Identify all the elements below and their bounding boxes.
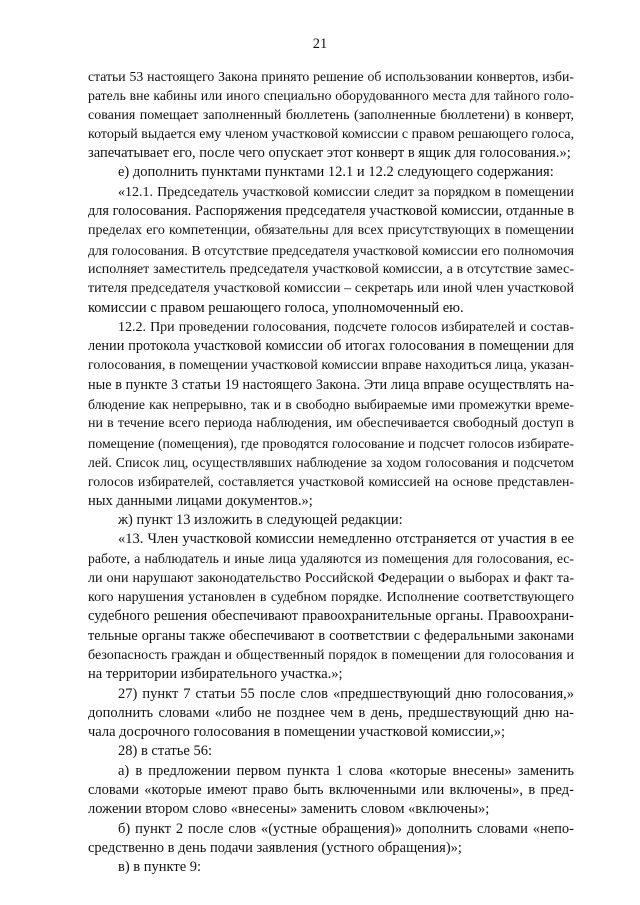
text-line: 27) пункт 7 статьи 55 после слов «предшествующий дню голосования,» <box>118 685 574 702</box>
text-line: ложении втором слово «внесены» заменить словом «включены»; <box>88 801 490 818</box>
text-line: дополнить словами «либо не позднее чем в день, предшествующий дню на- <box>88 704 574 721</box>
text-line: в) в пункте 9: <box>118 859 202 876</box>
text-line: е) дополнить пунктами пунктами 12.1 и 12.2 следующего содержания: <box>118 164 554 181</box>
text-line: пределах его компетенции, обязательны для всех присутствующих в помещении <box>88 223 574 239</box>
document-body <box>88 67 574 877</box>
text-line: сования помещает заполненный бюллетень (заполненные бюллетени) в конверт, <box>88 107 574 123</box>
text-line: ж) пункт 13 изложить в следующей редакции: <box>118 511 403 528</box>
text-line: судебного решения обеспечивают правоохранительные органы. Правоохрани- <box>88 608 574 625</box>
text-line: ли они нарушают законодательство Российской Федерации о выборах и факт та- <box>88 570 574 586</box>
text-line: ные в пункте 3 статьи 19 настоящего Закона. Эти лица вправе осуществлять на- <box>88 376 574 393</box>
text-line: «13. Член участковой комиссии немедленно отстраняется от участия в ее <box>118 531 574 548</box>
text-line: лении протокола участковой комиссии об итогах голосования в помещении для <box>88 338 574 355</box>
text-line: помещение (помещения), где проводятся голосование и подсчет голосов избирате- <box>88 435 574 451</box>
text-line: блюдение как непрерывно, так и в свободно выбираемые ими промежутки време- <box>88 397 574 413</box>
text-line: ных данными лицами документов.»; <box>88 492 313 509</box>
text-line: лей. Список лиц, осуществлявших наблюдение за ходом голосования и подсчетом <box>88 454 574 470</box>
text-line: словами «которые имеют право быть включенными или включены», в пред- <box>88 781 574 798</box>
text-line: исполняет заместитель председателя участковой комиссии, а в отсутствие замес- <box>88 261 574 277</box>
text-line: который выдается ему членом участковой комиссии с правом решающего голоса, <box>88 126 575 142</box>
text-line: а) в предложении первом пункта 1 слова «которые внесены» заменить <box>118 762 574 779</box>
text-line: «12.1. Председатель участковой комиссии следит за порядком в помещении <box>118 184 574 200</box>
text-line: комиссии с правом решающего голоса, уполномоченный ею. <box>88 299 464 316</box>
text-line: голосования, в помещении участковой комиссии вправе находиться лица, указан- <box>88 358 574 374</box>
text-line: запечатывает его, после чего опускает этот конверт в ящик для голосования.»; <box>88 145 571 162</box>
text-line: на территории избирательного участка.»; <box>88 666 343 683</box>
text-line: для голосования. Распоряжения председателя участковой комиссии, отданные в <box>88 203 574 220</box>
text-line: кого нарушения установлен в судебном порядке. Исполнение соответствующего <box>88 590 574 606</box>
text-line: голосов избирателей, составляется участковой комиссией на основе представлен- <box>88 474 574 490</box>
text-line: 28) в статье 56: <box>118 743 212 760</box>
text-line: б) пункт 2 после слов «(устные обращения)» дополнить словами «непо- <box>118 820 574 837</box>
text-line: статьи 53 настоящего Закона принято решение об использовании конвертов, изби- <box>88 69 574 84</box>
text-line: для голосования. В отсутствие председателя участковой комиссии его полномочия <box>88 242 574 258</box>
text-line: чала досрочного голосования в помещении участковой комиссии,»; <box>88 724 506 741</box>
text-line: тельные органы также обеспечивают в соответствии с федеральными законами <box>88 627 574 644</box>
text-line: средственно в день подачи заявления (устного обращения)»; <box>88 839 462 856</box>
text-line: тителя председателя участковой комиссии – секретарь или иной член участковой <box>88 281 574 297</box>
page-number: 21 <box>312 36 328 52</box>
text-line: ни в течение всего периода наблюдения, им обеспечивается свободный доступ в <box>88 416 574 432</box>
text-line: безопасность граждан и общественный порядок в помещении для голосования и <box>88 647 574 663</box>
text-line: работе, а наблюдатель и иные лица удаляются из помещения для голосования, ес- <box>88 551 574 567</box>
text-line: 12.2. При проведении голосования, подсчете голосов избирателей и состав- <box>118 319 574 335</box>
text-line: ратель вне кабины или иного специально оборудованного места для тайного голо- <box>88 88 574 104</box>
